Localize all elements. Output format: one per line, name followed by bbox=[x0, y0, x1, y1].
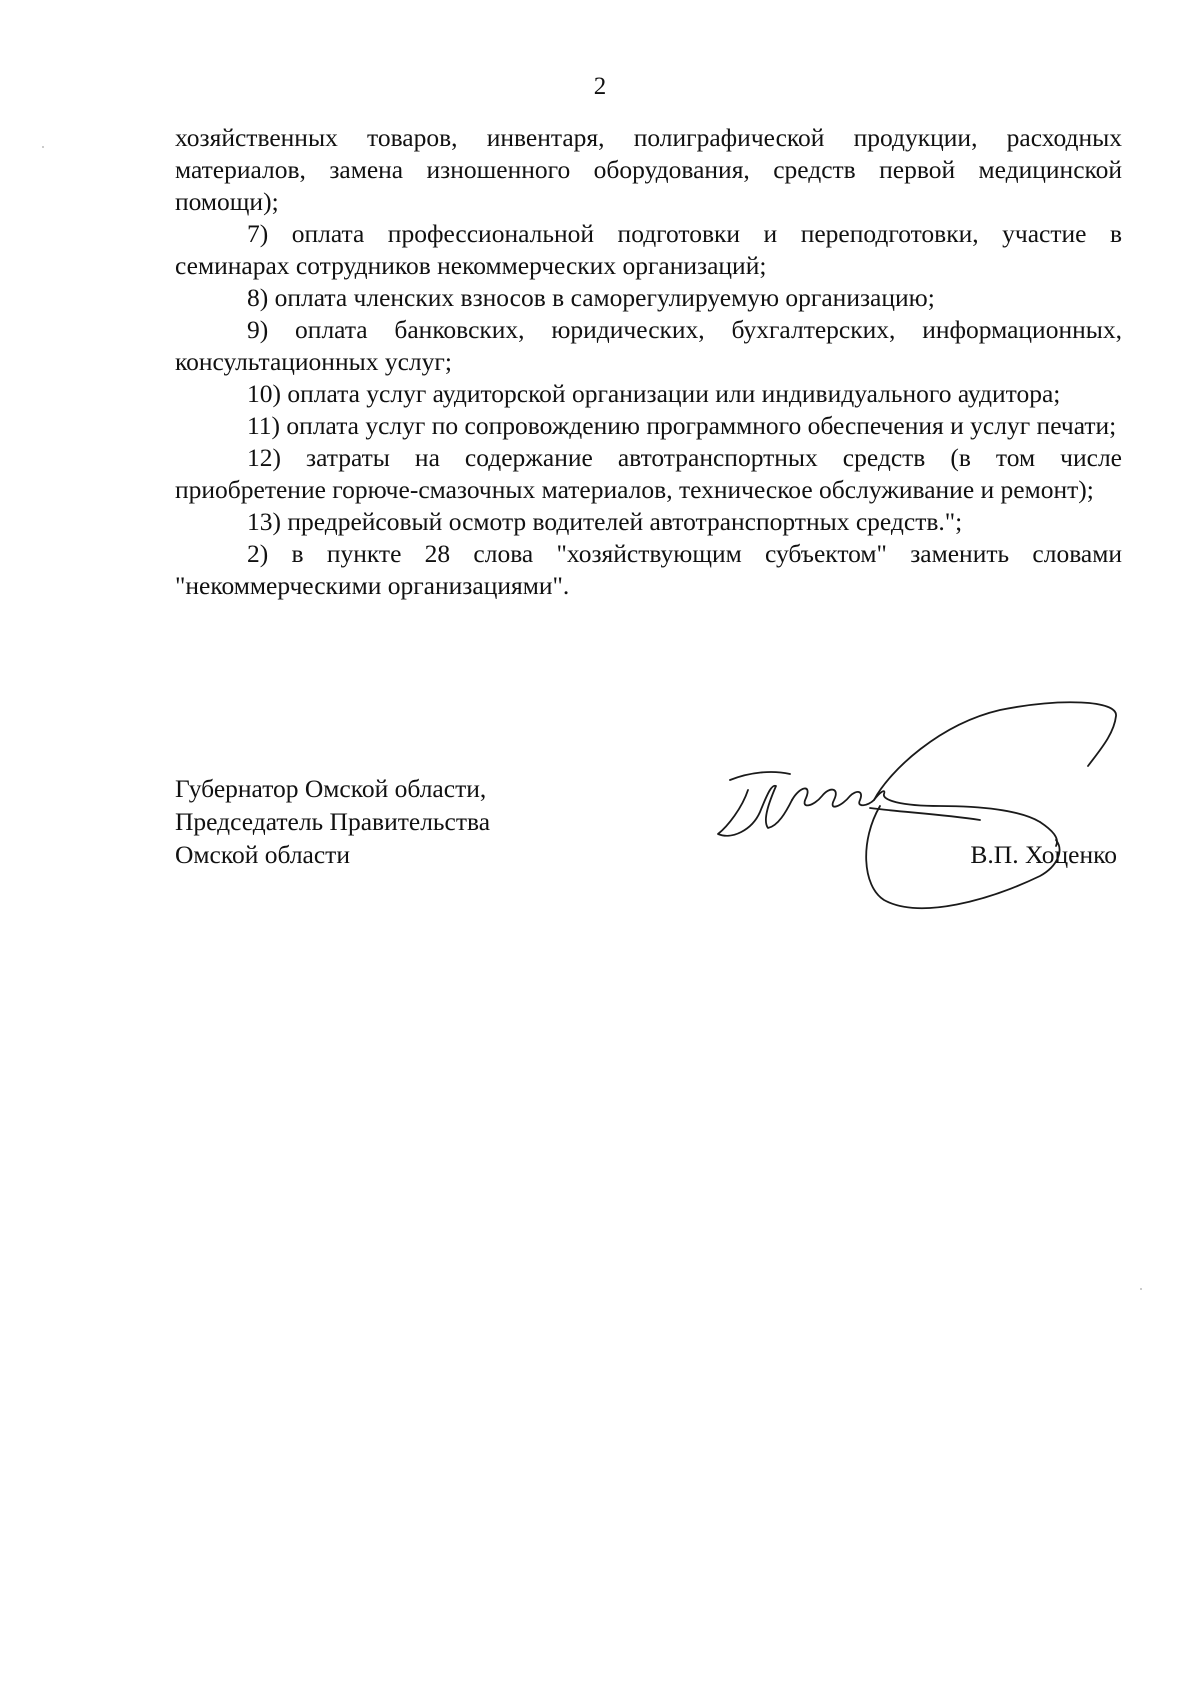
signature-block bbox=[175, 772, 1122, 932]
signatory-position-line: Губернатор Омской области, bbox=[175, 774, 487, 803]
page-number: 2 bbox=[593, 73, 607, 100]
signatory-name: В.П. Хоценко bbox=[970, 840, 1117, 869]
paragraph: 2) в пункте 28 слова "хозяйствующим субъектом" заменить словами "некоммерческими организациями". bbox=[175, 539, 1122, 600]
scan-artifact-dot bbox=[42, 146, 44, 148]
paragraph: 10) оплата услуг аудиторской организации или индивидуального аудитора; bbox=[247, 379, 1061, 408]
paragraph: 8) оплата членских взносов в саморегулируемую организацию; bbox=[247, 283, 935, 312]
paragraph: 11) оплата услуг по сопровождению программного обеспечения и услуг печати; bbox=[247, 411, 1117, 440]
paragraph: хозяйственных товаров, инвентаря, полиграфической продукции, расходных материалов, замена изношенного оборудования, средств первой медицинской помощи); bbox=[175, 123, 1122, 216]
document-body bbox=[175, 122, 1122, 602]
scan-artifact-dot bbox=[1140, 1288, 1142, 1290]
paragraph: 12) затраты на содержание автотранспортных средств (в том числе приобретение горюче-смазочных материалов, техническое обслуживание и ремонт); bbox=[175, 443, 1122, 504]
paragraph: 9) оплата банковских, юридических, бухгалтерских, информационных, консультационных услуг; bbox=[175, 315, 1122, 376]
paragraph: 13) предрейсовый осмотр водителей автотранспортных средств."; bbox=[247, 507, 963, 536]
signatory-position-line: Председатель Правительства bbox=[175, 807, 491, 836]
paragraph: 7) оплата профессиональной подготовки и переподготовки, участие в семинарах сотрудников некоммерческих организаций; bbox=[175, 219, 1122, 280]
signatory-position-line: Омской области bbox=[175, 840, 350, 869]
